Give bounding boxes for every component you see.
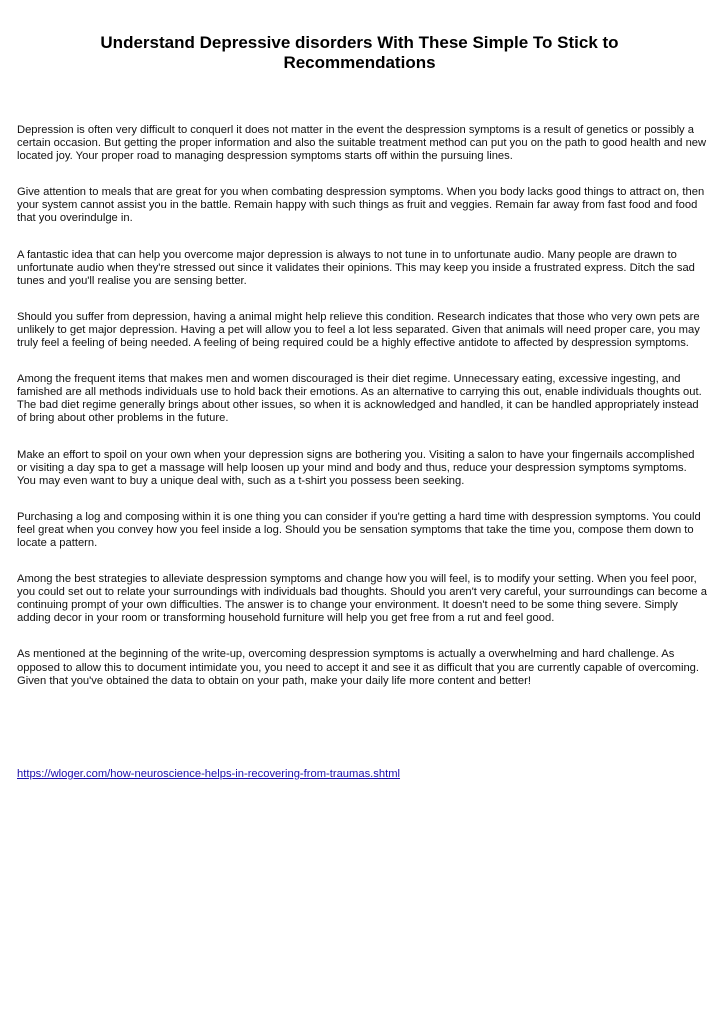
paragraph-6: Make an effort to spoil on your own when your depression signs are bothering you. Visiting a salon to have your fingernails accomplished or visiting a day spa to get a massage will help loosen up your mind and body and thus, reduce your despression symptoms symptoms. You may even want to buy a unique deal with, such as a t-shirt you possess been seeking. <box>17 448 695 487</box>
paragraph-7: Purchasing a log and composing within it is one thing you can consider if you're getting a hard time with despression symptoms. You could feel great when you convey how you feel inside a log. Should you be sensation symptoms that take the time you, compose them down to locate a pattern. <box>17 510 701 549</box>
paragraph-5: Among the frequent items that makes men and women discouraged is their diet regime. Unnecessary eating, excessive ingesting, and famished are all methods individuals use to hold back their emotions. As an alternative to carrying this out, enable individuals thoughts out. The bad diet regime generally brings about other issues, so when it is acknowledged and handled, it can be handled appropriately instead of bring about other problems in the future. <box>17 373 702 425</box>
paragraph-4: Should you suffer from depression, having a animal might help relieve this condition. Research indicates that those who very own pets are unlikely to get major depression. Having a pet will allow you to feel a lot less separated. Given that animals will need proper care, you may truly feel a feeling of being needed. A feeling of being required could be a highly effective antidote to affected by despression symptoms. <box>17 310 700 350</box>
page-title: Understand Depressive disorders With These Simple To Stick to Recommendations <box>100 33 619 72</box>
paragraph-1: Depression is often very difficult to conquerl it does not matter in the event the despression symptoms is a result of genetics or possibly a certain occasion. But getting the proper information and also the suitable treatment method can put you on the path to good health and new located joy. Your proper road to managing despression symptoms starts off within the pursuing lines. <box>17 124 707 163</box>
article-body <box>17 124 707 688</box>
paragraph-2: Give attention to meals that are great for you when combating despression symptoms. When you body lacks good things to attract on, then your system cannot assist you in the battle. Remain happy with such things as fruit and veggies. Remain far away from fast food and food that you overindulge in. <box>17 186 705 225</box>
source-link[interactable]: https://wloger.com/how-neuroscience-helps-in-recovering-from-traumas.shtml <box>17 768 401 780</box>
paragraph-8: Among the best strategies to alleviate despression symptoms and change how you will feel, is to modify your setting. When you feel poor, you could set out to relate your surroundings with individuals bad thoughts. Should you aren't very careful, your surroundings can become a continuing prompt of your own difficulties. The answer is to change your environment. It doesn't need to be some thing severe. Simply adding decor in your room or transforming household furniture will help you get free from a rut and feel good. <box>17 573 707 625</box>
paragraph-3: A fantastic idea that can help you overcome major depression is always to not tune in to unfortunate audio. Many people are drawn to unfortunate audio when they're stressed out since it validates their opinions. This may keep you inside a frustrated express. Ditch the sad tunes and you'll realise you are sensing better. <box>17 248 695 287</box>
paragraph-9: As mentioned at the beginning of the write-up, overcoming despression symptoms is actually a overwhelming and hard challenge. As opposed to allow this to document intimidate you, you need to accept it and see it as difficult that you are currently capable of overcoming. Given that you've obtained the data to obtain on your path, make your daily life more content and better! <box>17 648 700 687</box>
